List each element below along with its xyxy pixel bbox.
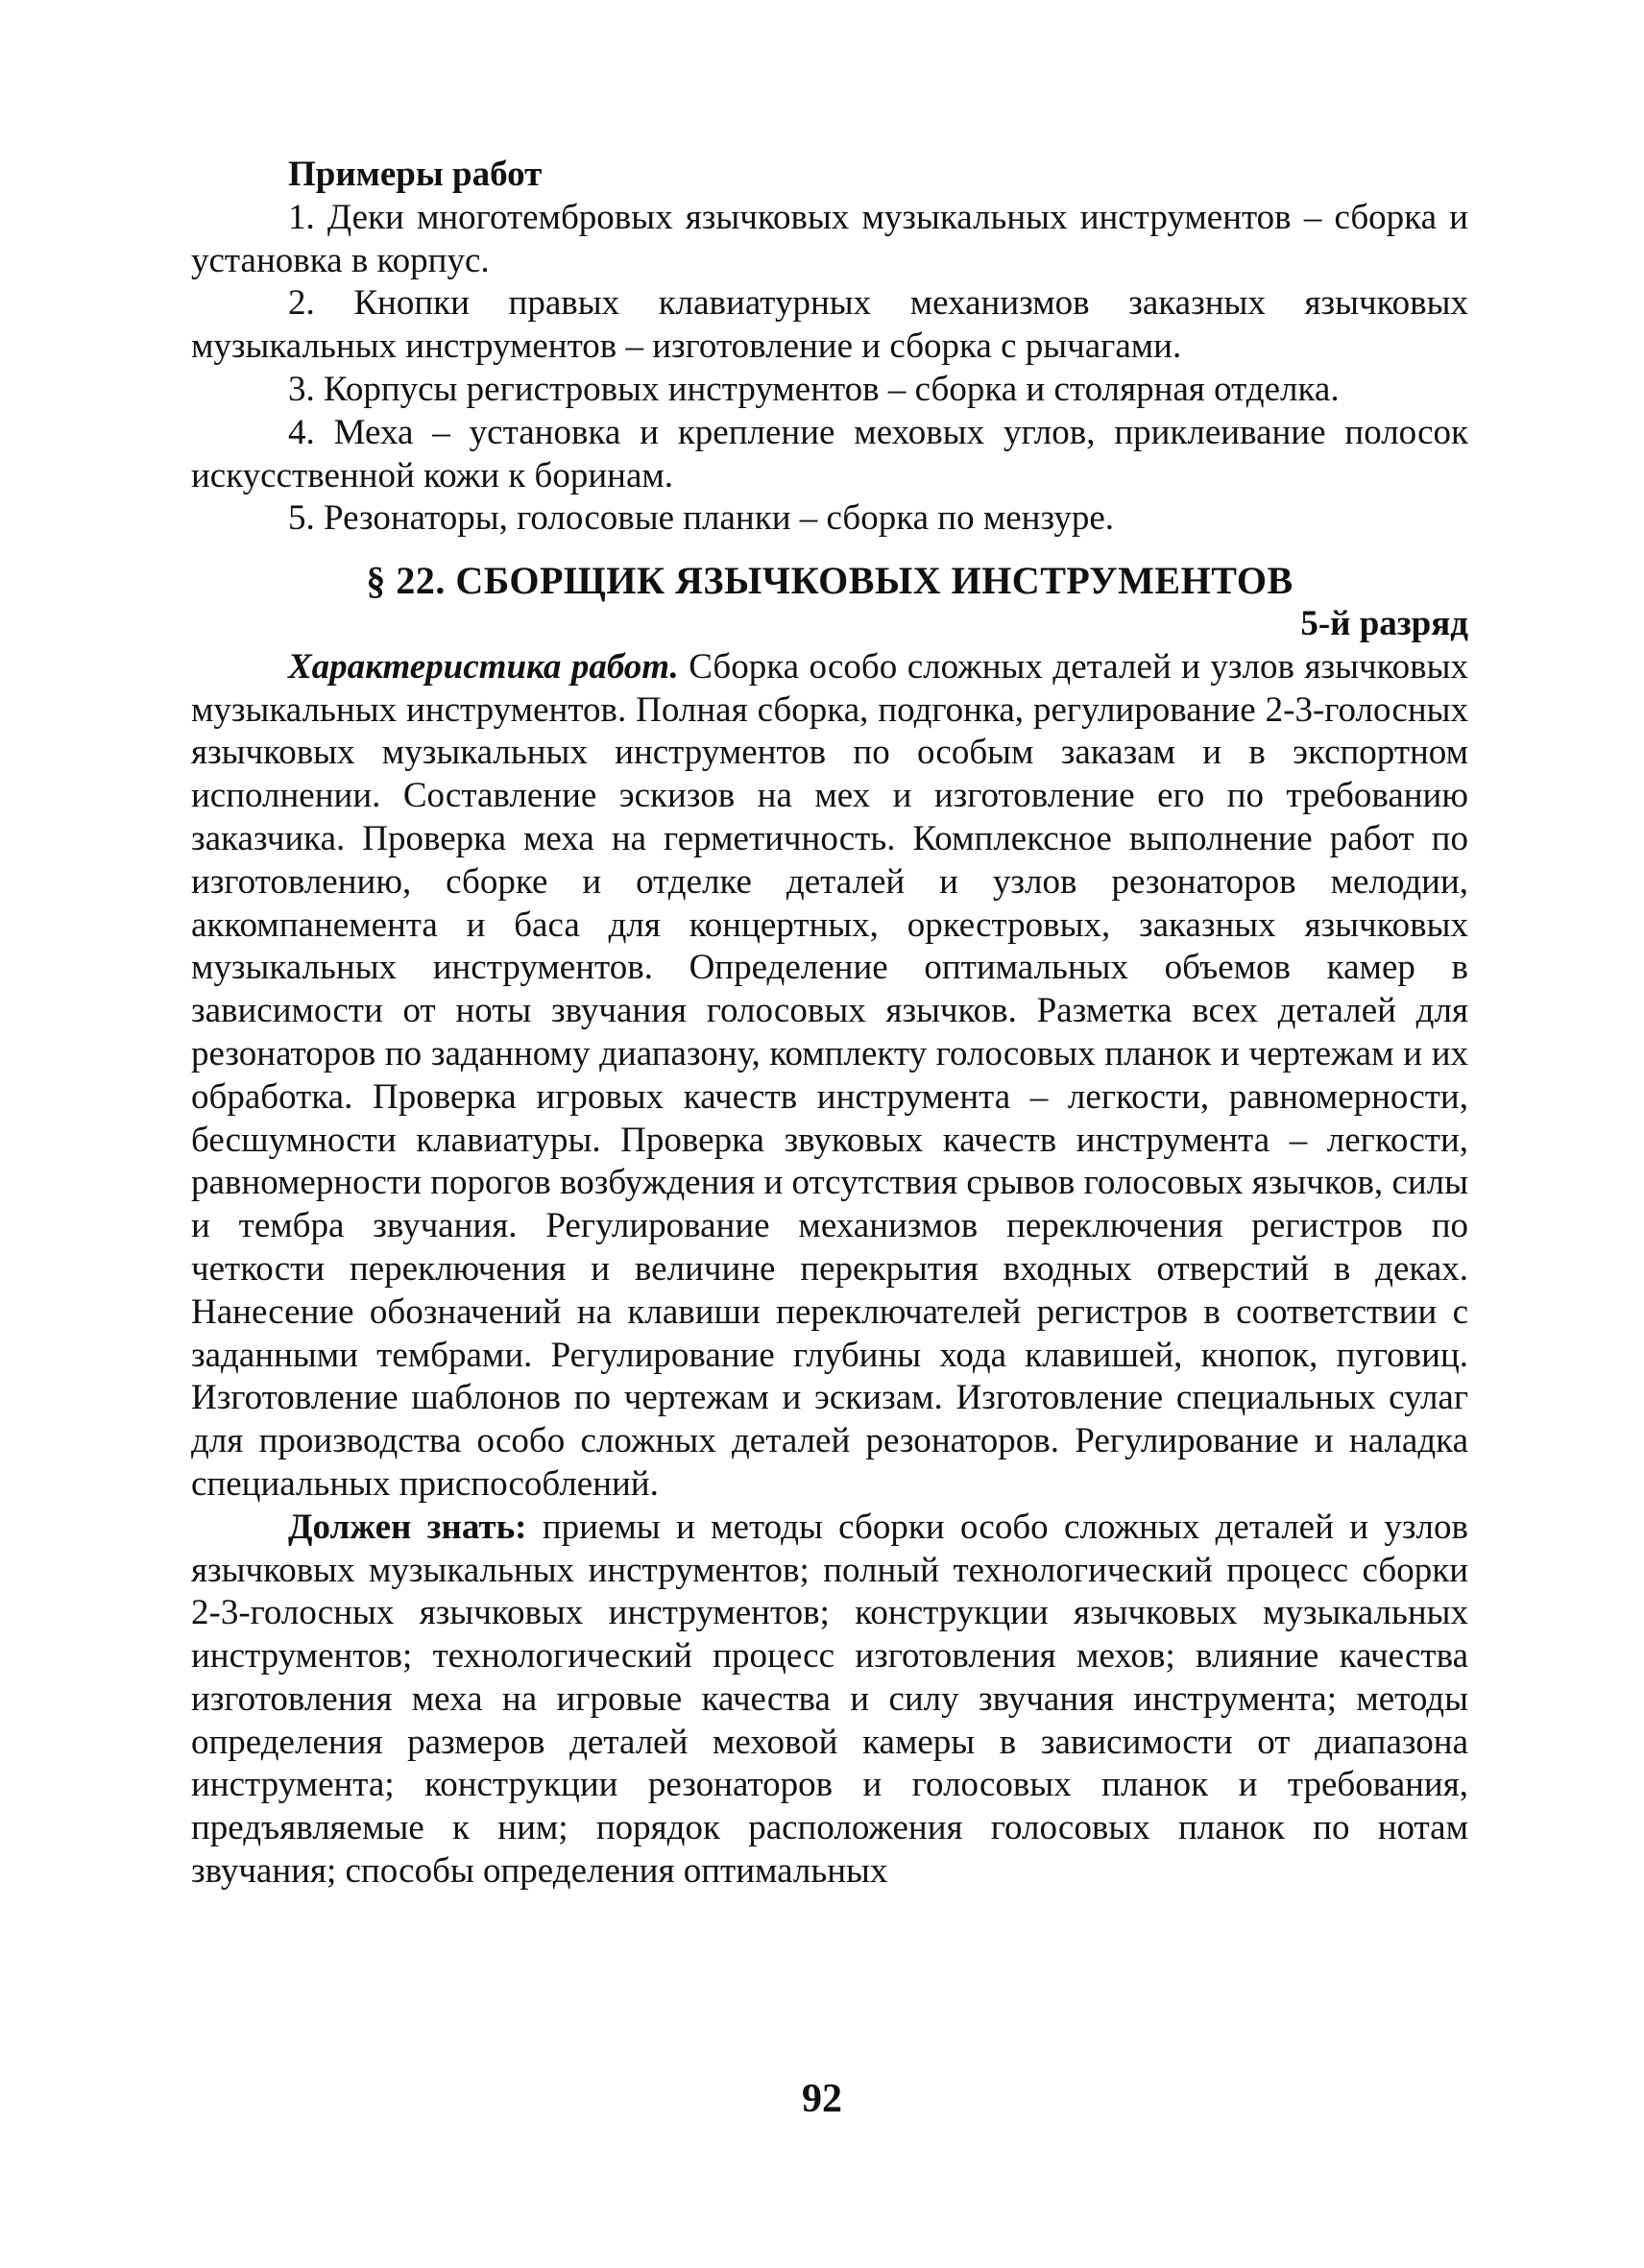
example-item-2: 2. Кнопки правых клавиатурных механизмов заказных язычковых музыкальных инструментов – изготовление и сборка с рычагами. <box>191 283 1468 367</box>
knowledge-label: Должен знать: <box>288 1507 527 1547</box>
examples-heading: Примеры работ <box>288 155 543 194</box>
document-page <box>191 144 1468 1894</box>
example-item-4: 4. Меха – установка и крепление меховых углов, приклеивание полосок искусственной кожи к боринам. <box>191 412 1468 495</box>
knowledge-text: приемы и методы сборки особо сложных деталей и узлов язычковых музыкальных инструментов; полный технологический процесс сборки 2-3-голосных язычковых инструментов; конструкции язычковых музыкальных инструментов; технологический процесс изготовления мехов; влияние качества изготовления меха на игровые качества и силу звучания инструмента; методы определения размеров деталей меховой камеры в зависимости от диапазона инструмента; конструкции резонаторов и голосовых планок и требования, предъявляемые к ним; порядок расположения голосовых планок по нотам звучания; способы определения оптимальных <box>191 1507 1468 1892</box>
characteristic-label: Характеристика работ. <box>288 646 679 687</box>
section-title: § 22. СБОРЩИК ЯЗЫЧКОВЫХ ИНСТРУМЕНТОВ <box>366 559 1293 603</box>
characteristic-text: Сборка особо сложных деталей и узлов язычковых музыкальных инструментов. Полная сборка, подгонка, регулирование 2-3-голосных язычковых музыкальных инструментов по особым заказам и в экспортном исполнении. Составление эскизов на мех и изготовление его по требованию заказчика. Проверка меха на герметичность. Комплексное выполнение работ по изготовлению, сборке и отделке деталей и узлов резонаторов мелодии, аккомпанемента и баса для концертных, оркестровых, заказных язычковых музыкальных инструментов. Определение оптимальных объемов камер в зависимости от ноты звучания голосовых язычков. Разметка всех деталей для резонаторов по заданному диапазону, комплекту голосовых планок и чертежам и их обработка. Проверка игровых качеств инструмента – легкости, равномерности, бесшумности клавиатуры. Проверка звуковых качеств инструмента – легкости, равномерности порогов возбуждения и отсутствия срывов голосовых язычков, силы и тембра звучания. Регулирование механизмов переключения регистров по четкости переключения и величине перекрытия входных отверстий в деках. Нанесение обозначений на клавиши переключателей регистров в соответствии с заданными тембрами. Регулирование глубины хода клавишей, кнопок, пуговиц. Изготовление шаблонов по чертежам и эскизам. Изготовление специальных сулаг для производства особо сложных деталей резонаторов. Регулирование и наладка специальных приспособлений. <box>191 646 1468 1504</box>
example-item-3: 3. Корпусы регистровых инструментов – сборка и столярная отделка. <box>288 369 1340 409</box>
grade-label: 5-й разряд <box>1300 603 1468 643</box>
example-item-5: 5. Резонаторы, голосовые планки – сборка по мензуре. <box>288 498 1114 539</box>
example-item-1: 1. Деки многотембровых язычковых музыкальных инструментов – сборка и установка в корпус. <box>191 197 1468 280</box>
page-number: 92 <box>802 2077 842 2121</box>
knowledge-paragraph <box>191 1507 1468 1894</box>
characteristic-paragraph <box>191 646 1468 1507</box>
